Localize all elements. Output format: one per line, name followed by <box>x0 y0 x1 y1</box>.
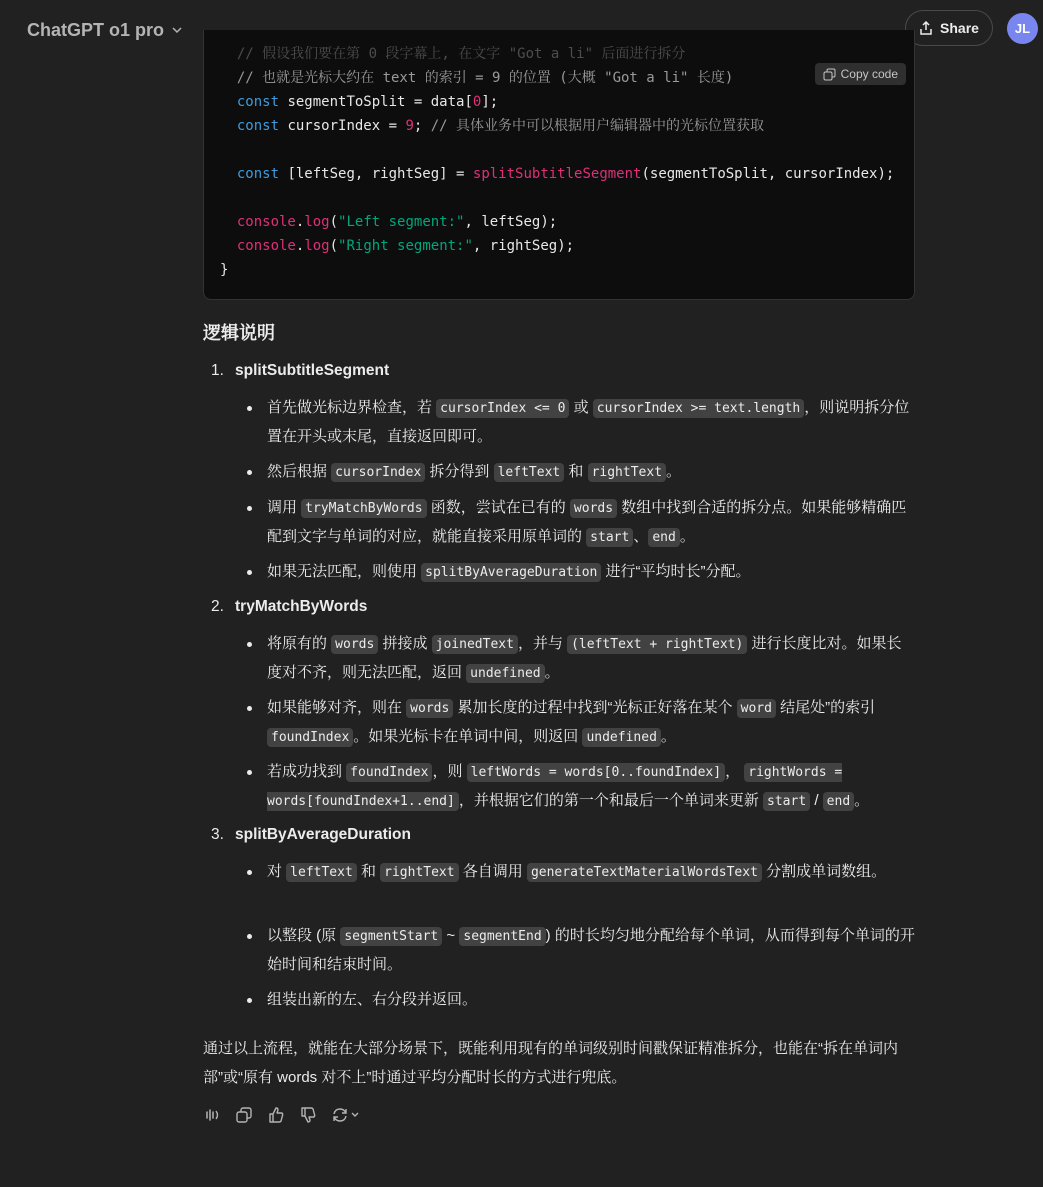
list-heading: splitSubtitleSegment <box>235 362 390 379</box>
avatar-initials: JL <box>1014 21 1031 36</box>
thumbs-up-icon[interactable] <box>267 1106 285 1124</box>
list-item-heading <box>211 594 367 620</box>
list-item-heading <box>211 822 411 848</box>
list-number: 1. <box>211 362 224 379</box>
list-item-heading <box>211 358 389 384</box>
code-line <box>220 138 894 162</box>
copy-code-label: Copy code <box>840 67 898 81</box>
code-line: const cursorIndex = 9; // 具体业务中可以根据用户编辑器中的光标位置获取 <box>236 118 765 134</box>
list-item: 首先做光标边界检查，若 cursorIndex <= 0 或 cursorIndex >= text.length ，则说明拆分位置在开头或末尾，直接返回即可。 <box>267 394 915 451</box>
list-item: 对 leftText 和 rightText 各自调用 generateTextMaterialWordsText 分割成单词数组。 <box>267 858 915 887</box>
copy-icon <box>823 68 836 81</box>
code-line <box>220 186 894 210</box>
list-item: 将原有的 words 拼接成 joinedText ，并与 (leftText + rightText) 进行长度比对。如果长度对不齐，则无法匹配，返回 undefined 。 <box>267 630 915 688</box>
share-label: Share <box>940 20 979 36</box>
list-item: 以整段 (原 segmentStart ~ segmentEnd ) 的时长均匀地分配给每个单词，从而得到每个单词的开始时间和结束时间。 <box>267 922 915 979</box>
summary-paragraph: 通过以上流程，就能在大部分场景下，既能利用现有的单词级别时间戳保证精准拆分，也能在“拆在单词内部”或“原有 words 对不上”时通过平均分配时长的方式进行兜底。 <box>203 1040 899 1086</box>
avatar[interactable] <box>1007 13 1038 44</box>
list-number: 2. <box>211 598 224 615</box>
share-icon <box>919 21 933 35</box>
list-item: 如果能够对齐，则在 words 累加长度的过程中找到“光标正好落在某个 word 结尾处”的索引 foundIndex 。如果光标卡在单词中间，则返回 undefined 。 <box>267 694 915 752</box>
thumbs-down-icon[interactable] <box>299 1106 317 1124</box>
model-selector[interactable] <box>27 16 182 44</box>
list-heading: tryMatchByWords <box>235 598 368 615</box>
list-heading: splitByAverageDuration <box>235 826 411 843</box>
model-name: ChatGPT o1 pro <box>27 19 165 40</box>
code-line: console.log("Right segment:", rightSeg); <box>236 238 575 254</box>
code-block <box>203 30 915 300</box>
code-line: // 假设我们要在第 0 段字幕上, 在文字 "Got a li" 后面进行拆分 <box>220 46 686 62</box>
code-line: // 也就是光标大约在 text 的索引 = 9 的位置 (大概 "Got a li" 长度) <box>220 70 734 86</box>
code-line: const segmentToSplit = data[0]; <box>236 94 499 110</box>
chevron-down-icon <box>172 25 182 35</box>
regenerate-icon[interactable] <box>331 1106 361 1124</box>
code-content <box>220 42 894 282</box>
list-item: 调用 tryMatchByWords 函数，尝试在已有的 words 数组中找到合适的拆分点。如果能够精确匹配到文字与单词的对应，就能直接采用原单词的 start 、 end 。 <box>267 494 915 552</box>
read-aloud-icon[interactable] <box>203 1106 221 1124</box>
code-line: const [leftSeg, rightSeg] = splitSubtitleSegment(segmentToSplit, cursorIndex); <box>236 166 895 182</box>
copy-icon[interactable] <box>235 1106 253 1124</box>
code-line: console.log("Left segment:", leftSeg); <box>236 214 558 230</box>
list-item: 组装出新的左、右分段并返回。 <box>267 986 915 1014</box>
list-item: 如果无法匹配，则使用 splitByAverageDuration 进行“平均时长”分配。 <box>267 558 915 587</box>
share-button[interactable] <box>905 10 993 46</box>
copy-code-button[interactable] <box>815 63 906 85</box>
section-title: 逻辑说明 <box>203 323 275 343</box>
code-line: } <box>220 262 229 278</box>
list-item: 若成功找到 foundIndex ，则 leftWords = words[0..foundIndex] ， rightWords = words[foundIndex+1..end] ，并根据它们的第一个和最后一个单词来更新 start / end 。 <box>267 758 915 816</box>
message-actions <box>203 1106 361 1124</box>
list-item: 然后根据 cursorIndex 拆分得到 leftText 和 rightText 。 <box>267 458 915 487</box>
list-number: 3. <box>211 826 224 843</box>
